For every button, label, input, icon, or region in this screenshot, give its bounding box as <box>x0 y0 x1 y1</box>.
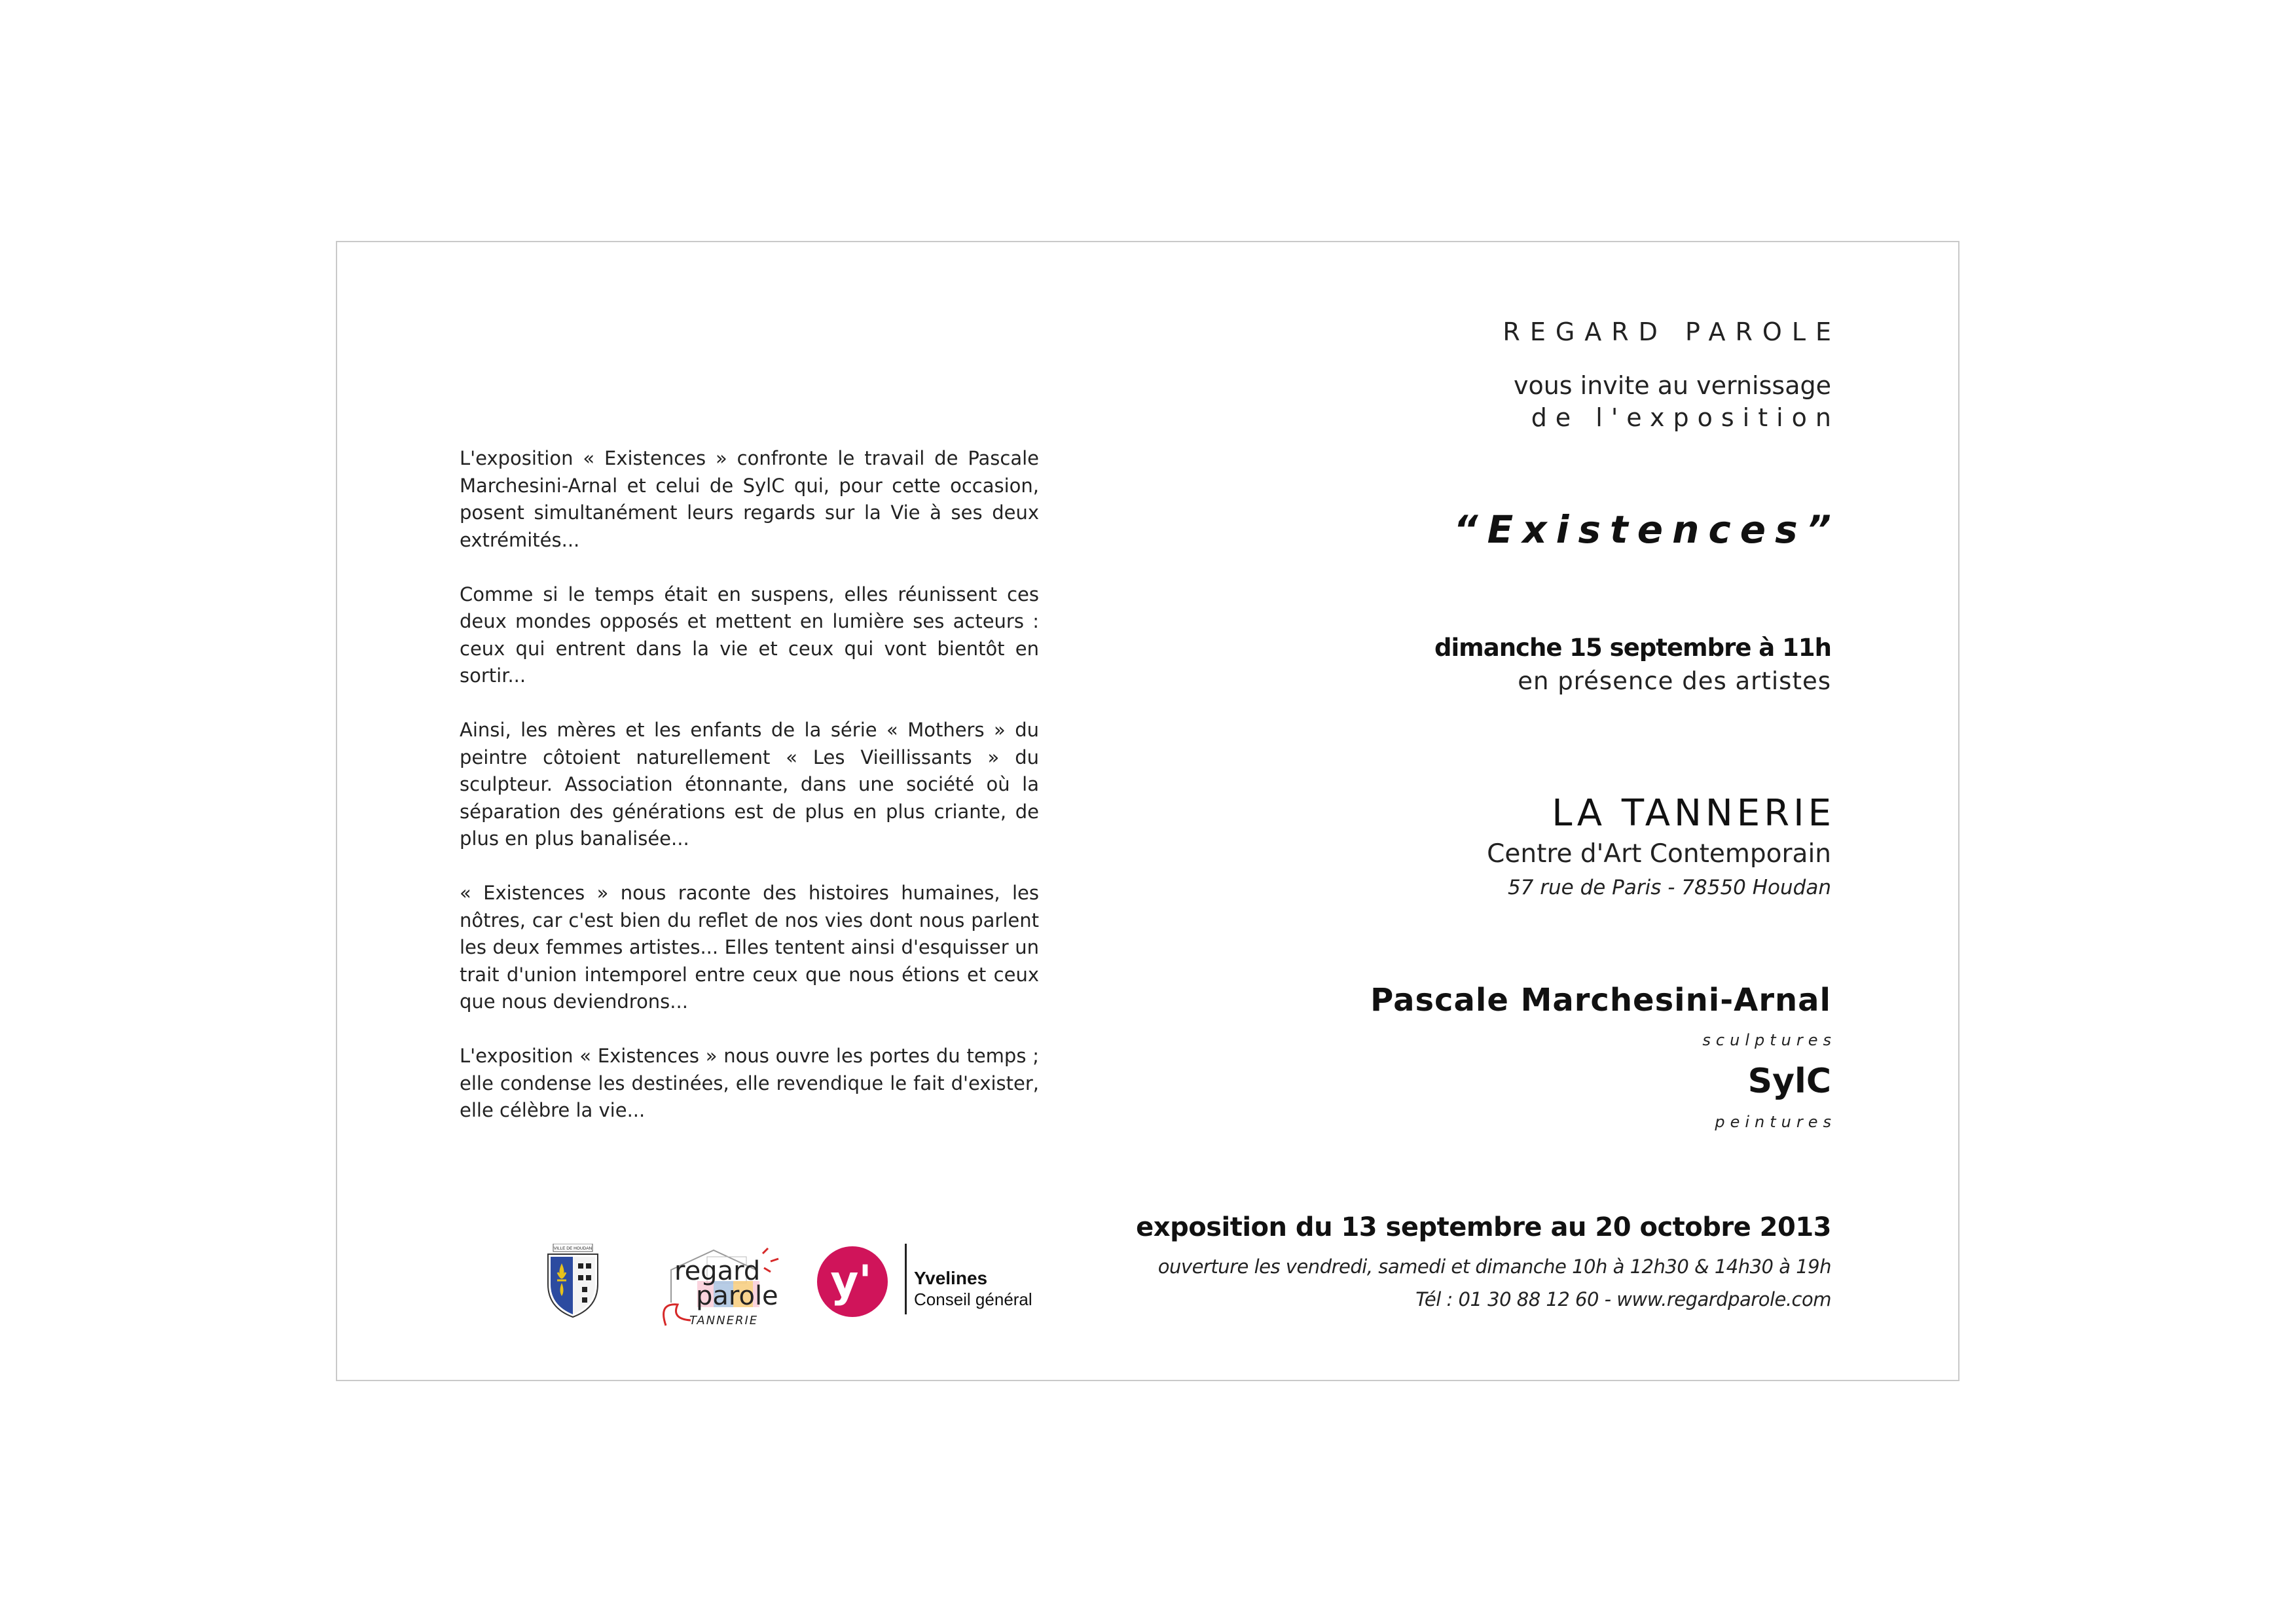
description-paragraph: Comme si le temps était en suspens, elles réunissent ces deux mondes opposés et mettent en lumière ses acteurs : ceux qui entrent dans la vie et ceux qui vont bientôt en sortir... <box>460 583 1039 687</box>
houdan-crest-logo <box>544 1244 602 1319</box>
yvelines-name: Yvelines <box>914 1268 988 1288</box>
exhibition-dates: exposition du 13 septembre au 20 octobre 2013 <box>1136 1212 1831 1242</box>
artist-name: Pascale Marchesini-Arnal <box>1370 982 1831 1019</box>
description-paragraph: L'exposition « Existences » confronte le travail de Pascale Marchesini-Arnal et celui de SylC qui, pour cette occasion, posent simultanément leurs regards sur la Vie à ses deux extrémités... <box>460 447 1039 551</box>
yvelines-sub: Conseil général <box>914 1290 1032 1309</box>
opening-date: dimanche 15 septembre à 11h <box>1434 634 1831 662</box>
exhibition-title: “Existences” <box>1453 507 1840 552</box>
venue-address: 57 rue de Paris - 78550 Houdan <box>1507 876 1831 899</box>
artist-discipline: sculptures <box>1702 1031 1836 1049</box>
artist-discipline: peintures <box>1715 1113 1836 1131</box>
artists-presence: en présence des artistes <box>1518 667 1831 695</box>
artist-name: SylC <box>1747 1062 1831 1101</box>
exhibition-description <box>460 445 1039 1125</box>
venue-name: LA TANNERIE <box>1552 792 1835 835</box>
organizer-name: REGARD PAROLE <box>1503 317 1841 346</box>
parole-word: parole <box>696 1281 778 1311</box>
opening-hours: ouverture les vendredi, samedi et dimanche 10h à 12h30 & 14h30 à 19h <box>1157 1255 1831 1278</box>
contact-info: Tél : 01 30 88 12 60 - www.regardparole.com <box>1415 1288 1831 1310</box>
invite-line: de l'exposition <box>1531 403 1840 432</box>
description-paragraph: « Existences » nous raconte des histoires humaines, les nôtres, car c'est bien du reflet de nos vies dont nous parlent les deux femmes artistes... Elles tentent ainsi d'esquisser un trait d'union intemporel entre ceux que nous étions et ceux que nous deviendrons... <box>460 882 1039 1013</box>
invite-line: vous invite au vernissage <box>1513 371 1831 400</box>
yvelines-logo <box>817 1244 1053 1322</box>
yvelines-mark: y' <box>830 1256 872 1307</box>
description-paragraph: Ainsi, les mères et les enfants de la série « Mothers » du peintre côtoient naturellement « Les Vieillissants » du sculpteur. Association étonnante, dans une société où la séparation des générations est de plus en plus criante, de plus en plus banalisée... <box>460 719 1039 850</box>
houdan-label: VILLE DE HOUDAN <box>553 1246 592 1251</box>
invitation-card <box>336 241 1959 1381</box>
description-paragraph: L'exposition « Existences » nous ouvre les portes du temps ; elle condense les destinées, elle revendique le fait d'exister, elle célèbre la vie... <box>460 1045 1039 1121</box>
regard-parole-logo <box>651 1240 809 1332</box>
regard-word: regard <box>674 1256 761 1286</box>
tannerie-word: TANNERIE <box>689 1314 759 1327</box>
venue-subtitle: Centre d'Art Contemporain <box>1487 839 1831 869</box>
